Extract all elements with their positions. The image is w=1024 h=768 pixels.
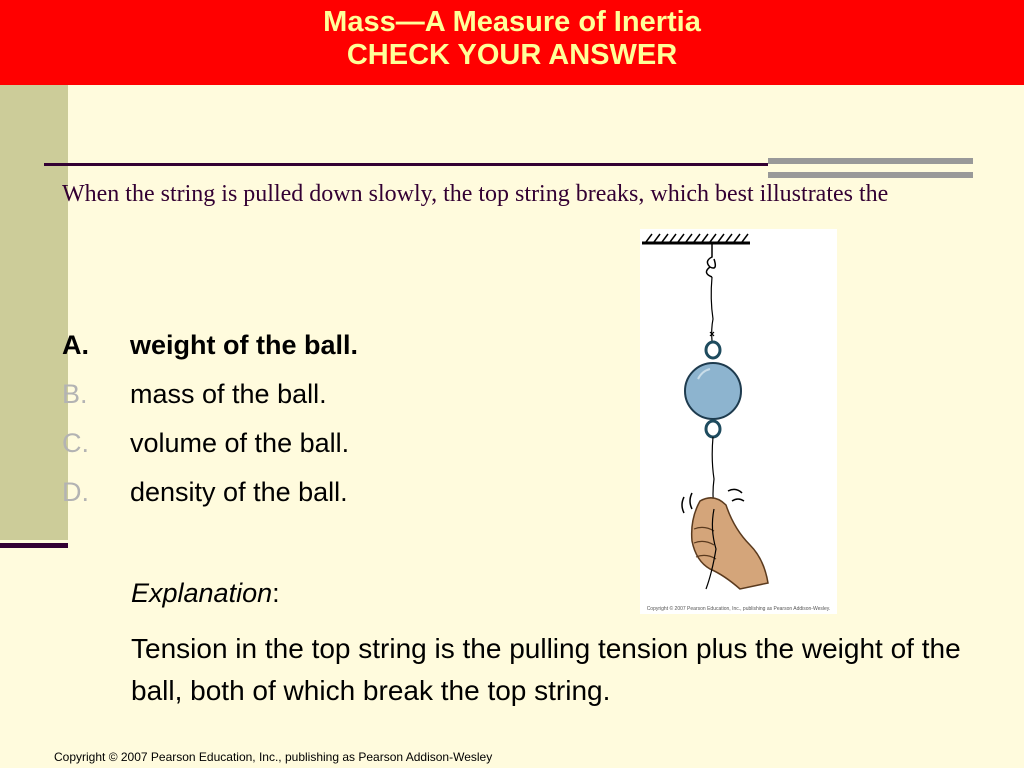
hanging-ball-illustration: [640, 229, 837, 614]
title-bar: [0, 0, 1024, 85]
choice-text: volume of the ball.: [130, 428, 350, 458]
figure-copyright: Copyright © 2007 Pearson Education, Inc., publishing as Pearson Addison-Wesley.: [646, 606, 831, 612]
choice-letter: B.: [62, 379, 88, 409]
left-sidebar-decoration: [0, 85, 68, 540]
explanation-label: Explanation: [131, 578, 273, 608]
horizontal-rule: [44, 163, 768, 166]
choice-text: weight of the ball.: [130, 330, 358, 360]
choice-letter: A.: [62, 330, 89, 360]
ball-string-hand-drawing: [640, 229, 837, 614]
choice-letter: D.: [62, 477, 89, 507]
footer-copyright: Copyright © 2007 Pearson Education, Inc., publishing as Pearson Addison-Wesley: [54, 750, 493, 764]
gray-rule-upper: [768, 158, 973, 164]
explanation-colon: :: [272, 578, 280, 608]
left-sidebar-accent: [0, 543, 68, 548]
choice-text: density of the ball.: [130, 477, 348, 507]
explanation-heading: [131, 578, 280, 609]
choice-letter: C.: [62, 428, 89, 458]
slide-title: Mass—A Measure of Inertia: [323, 6, 701, 38]
choice-text: mass of the ball.: [130, 379, 327, 409]
explanation-text: Tension in the top string is the pulling tension plus the weight of the ball, both of which break the top string.: [131, 633, 961, 706]
slide-subtitle: CHECK YOUR ANSWER: [346, 39, 678, 71]
question-text: When the string is pulled down slowly, the top string breaks, which best illustrates the: [62, 181, 889, 207]
